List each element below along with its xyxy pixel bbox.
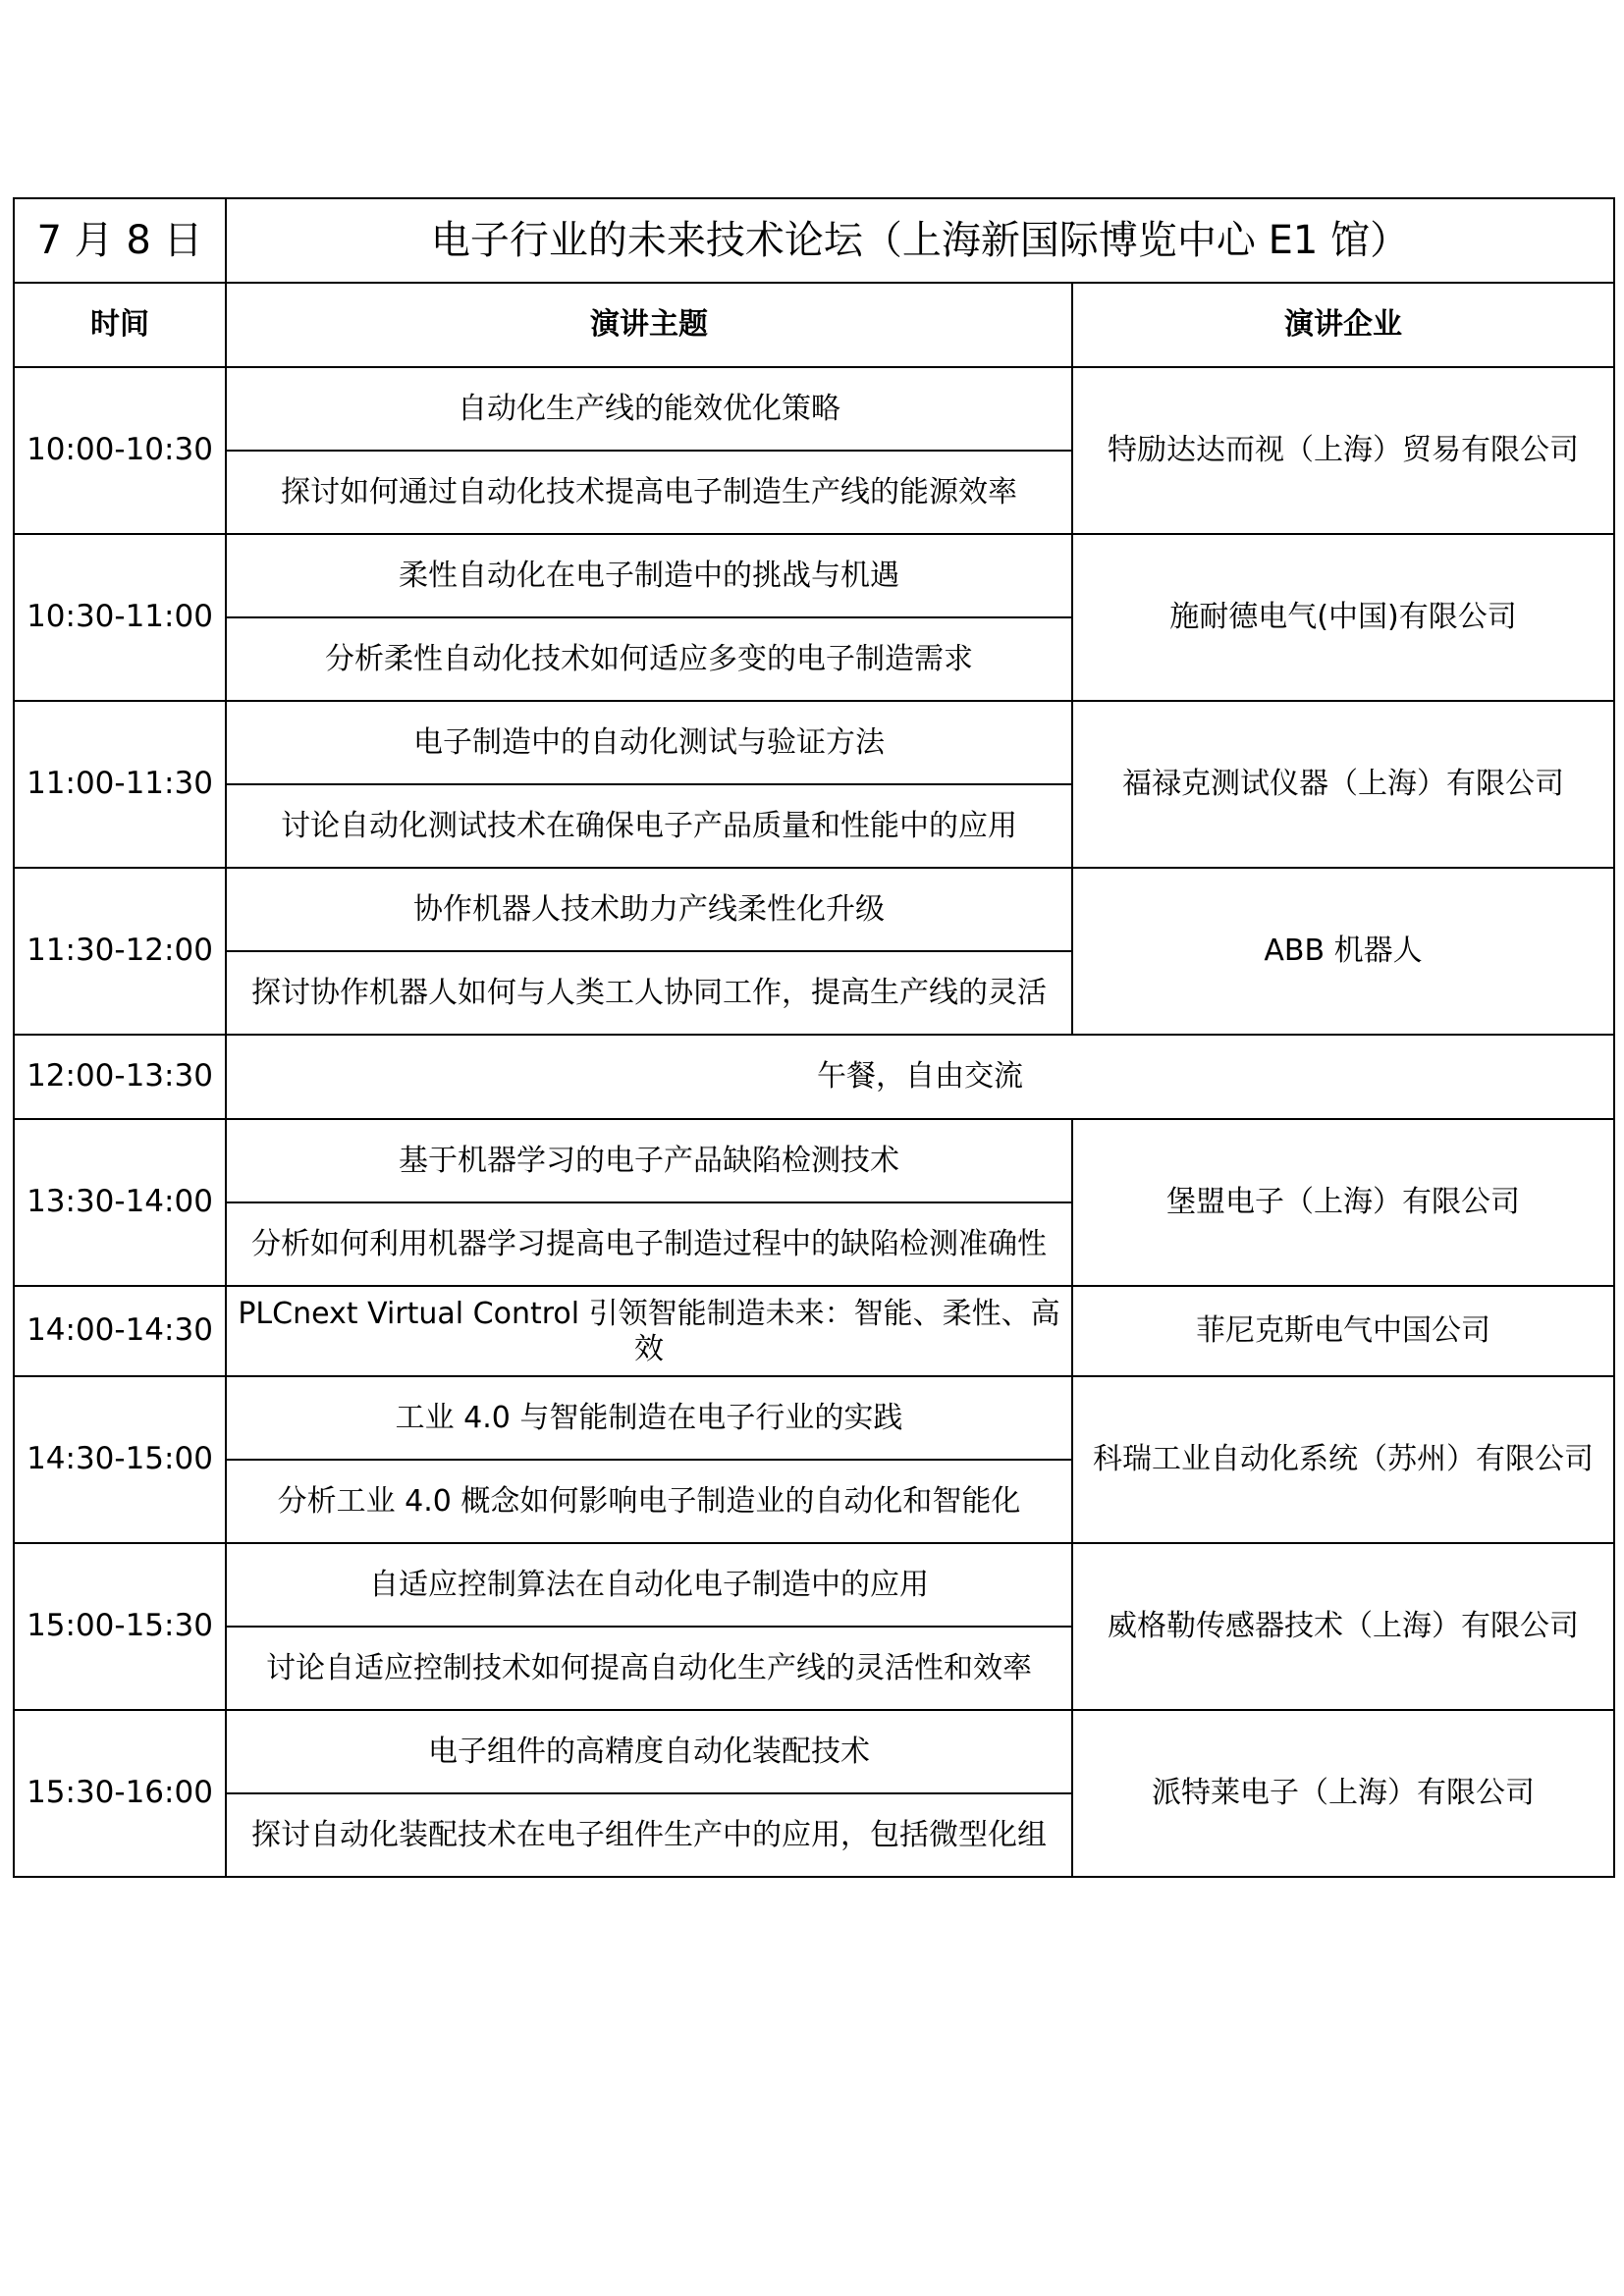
forum-date: 7 月 8 日 xyxy=(14,198,226,283)
session-company: 科瑞工业自动化系统（苏州）有限公司 xyxy=(1072,1376,1614,1543)
column-header-company: 演讲企业 xyxy=(1072,283,1614,367)
session-time: 11:00-11:30 xyxy=(14,701,226,868)
session-description: 分析柔性自动化技术如何适应多变的电子制造需求 xyxy=(226,617,1072,701)
session-company: 派特莱电子（上海）有限公司 xyxy=(1072,1710,1614,1877)
session-time: 13:30-14:00 xyxy=(14,1119,226,1286)
session-row xyxy=(14,1119,1614,1202)
session-row xyxy=(14,1543,1614,1627)
session-title: 协作机器人技术助力产线柔性化升级 xyxy=(226,868,1072,951)
session-time: 10:00-10:30 xyxy=(14,367,226,534)
session-row xyxy=(14,868,1614,951)
session-time: 10:30-11:00 xyxy=(14,534,226,701)
session-company: 施耐德电气(中国)有限公司 xyxy=(1072,534,1614,701)
title-row xyxy=(14,198,1614,283)
session-row xyxy=(14,701,1614,784)
session-time: 14:30-15:00 xyxy=(14,1376,226,1543)
session-time: 14:00-14:30 xyxy=(14,1286,226,1376)
session-company: ABB 机器人 xyxy=(1072,868,1614,1035)
session-row xyxy=(14,534,1614,617)
session-time: 15:30-16:00 xyxy=(14,1710,226,1877)
session-title: 柔性自动化在电子制造中的挑战与机遇 xyxy=(226,534,1072,617)
session-company: 堡盟电子（上海）有限公司 xyxy=(1072,1119,1614,1286)
session-row xyxy=(14,1376,1614,1460)
break-row xyxy=(14,1035,1614,1119)
schedule-table xyxy=(13,197,1615,1878)
session-company: 特励达达而视（上海）贸易有限公司 xyxy=(1072,367,1614,534)
session-title: 基于机器学习的电子产品缺陷检测技术 xyxy=(226,1119,1072,1202)
break-time: 12:00-13:30 xyxy=(14,1035,226,1119)
session-title: 电子组件的高精度自动化装配技术 xyxy=(226,1710,1072,1793)
session-title xyxy=(226,1286,1072,1376)
session-company: 福禄克测试仪器（上海）有限公司 xyxy=(1072,701,1614,868)
session-description: 分析如何利用机器学习提高电子制造过程中的缺陷检测准确性 xyxy=(226,1202,1072,1286)
session-description: 讨论自适应控制技术如何提高自动化生产线的灵活性和效率 xyxy=(226,1627,1072,1710)
session-row xyxy=(14,367,1614,451)
session-title: 电子制造中的自动化测试与验证方法 xyxy=(226,701,1072,784)
session-time: 11:30-12:00 xyxy=(14,868,226,1035)
session-description: 探讨自动化装配技术在电子组件生产中的应用，包括微型化组 xyxy=(226,1793,1072,1877)
session-title: 自适应控制算法在自动化电子制造中的应用 xyxy=(226,1543,1072,1627)
session-company: 菲尼克斯电气中国公司 xyxy=(1072,1286,1614,1376)
session-description: 探讨协作机器人如何与人类工人协同工作，提高生产线的灵活 xyxy=(226,951,1072,1035)
column-header-time: 时间 xyxy=(14,283,226,367)
session-company: 威格勒传感器技术（上海）有限公司 xyxy=(1072,1543,1614,1710)
forum-title: 电子行业的未来技术论坛（上海新国际博览中心 E1 馆） xyxy=(226,198,1614,283)
session-description: 探讨如何通过自动化技术提高电子制造生产线的能源效率 xyxy=(226,451,1072,534)
column-header-topic: 演讲主题 xyxy=(226,283,1072,367)
session-title: 工业 4.0 与智能制造在电子行业的实践 xyxy=(226,1376,1072,1460)
session-title-text: PLCnext Virtual Control 引领智能制造未来：智能、柔性、高效 xyxy=(238,1296,1060,1366)
session-title: 自动化生产线的能效优化策略 xyxy=(226,367,1072,451)
session-description: 分析工业 4.0 概念如何影响电子制造业的自动化和智能化 xyxy=(226,1460,1072,1543)
session-description: 讨论自动化测试技术在确保电子产品质量和性能中的应用 xyxy=(226,784,1072,868)
column-header-row xyxy=(14,283,1614,367)
break-label: 午餐，自由交流 xyxy=(226,1035,1614,1119)
session-time: 15:00-15:30 xyxy=(14,1543,226,1710)
session-row xyxy=(14,1710,1614,1793)
